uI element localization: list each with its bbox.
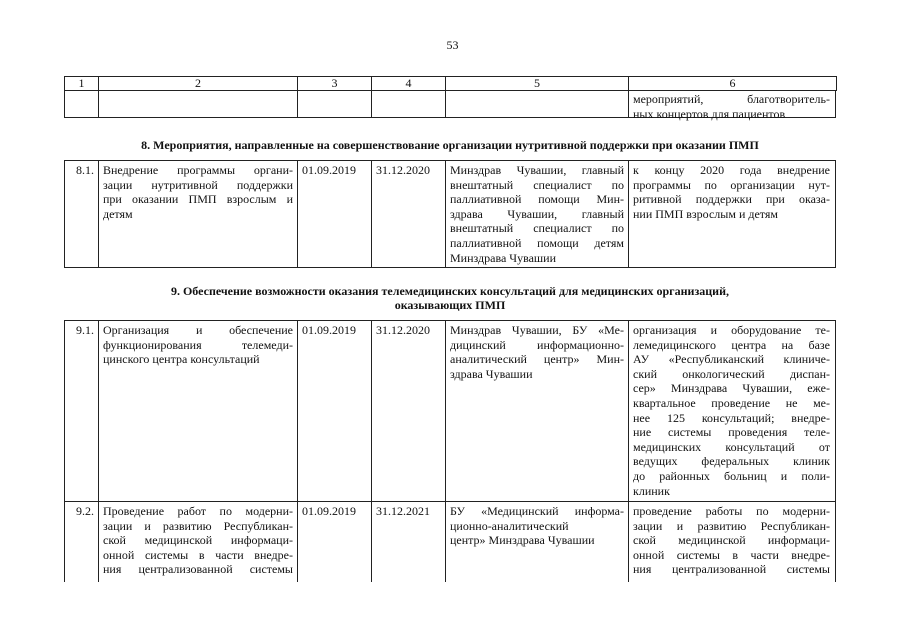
text-line: Минздрав Чувашии, главный [450, 163, 624, 177]
text-line: ской медицинской информаци- [633, 533, 830, 548]
text-line: внештатный специалист по [450, 221, 624, 236]
row-end-date: 31.12.2021 [376, 504, 430, 518]
column-number-2: 2 [99, 77, 298, 91]
row-start-date: 01.09.2019 [302, 504, 356, 518]
continuation-result [633, 92, 830, 121]
text-line: Минздрава Чувашии [450, 250, 557, 265]
grid-line [64, 320, 836, 321]
text-line: внештатный специалист по [450, 177, 624, 192]
text-line: зации и развитию Республикан- [633, 518, 830, 533]
grid-line [64, 267, 836, 268]
column-number-6: 6 [629, 77, 837, 91]
row-result [633, 323, 830, 498]
row-event [103, 323, 293, 367]
grid-line [297, 160, 298, 268]
grid-line [835, 91, 836, 118]
row-executor [450, 163, 624, 265]
text-line: при оказании ПМП взрослым и [103, 192, 293, 207]
grid-line [297, 320, 298, 582]
column-number-1: 1 [65, 77, 99, 91]
grid-line [371, 160, 372, 268]
text-line: функционирования телемеди- [103, 337, 293, 352]
text-line: центр» Минздрава Чувашии [450, 533, 595, 548]
text-line: проведение работы по модерни- [633, 504, 830, 518]
grid-line [835, 320, 836, 582]
row-executor [450, 323, 624, 381]
section-9-title [64, 284, 836, 312]
row-number: 9.2. [76, 504, 94, 518]
column-number-5: 5 [446, 77, 629, 91]
text-line: программы по организации нут- [633, 177, 830, 192]
row-number: 9.1. [76, 323, 94, 337]
text-line: онной системы в части внедре- [103, 547, 293, 562]
text-line: клиник [633, 483, 670, 498]
text-line: онной системы в части внедре- [633, 547, 830, 562]
text-line: Организация и обеспечение [103, 323, 293, 337]
text-line: ведущих федеральных клиник [633, 454, 830, 469]
column-number-header [64, 76, 837, 91]
grid-line [371, 91, 372, 118]
text-line: ской медицинской информаци- [103, 533, 293, 548]
grid-line [64, 160, 65, 268]
text-line: ние системы проведения теле- [633, 425, 830, 440]
text-line: ния централизованной системы [633, 562, 830, 577]
grid-line [628, 91, 629, 118]
text-line: организация и оборудование те- [633, 323, 830, 337]
row-result [633, 163, 830, 221]
grid-line [445, 320, 446, 582]
text-line: АУ «Республиканский клиниче- [633, 352, 830, 367]
text-line: ционно-аналитический [450, 518, 569, 533]
grid-line [445, 91, 446, 118]
text-line: нее 125 консультаций; внедре- [633, 410, 830, 425]
text-line: до районных больниц и поли- [633, 468, 830, 483]
text-line: мероприятий, благотворитель- [633, 92, 830, 106]
text-line: Проведение работ по модерни- [103, 504, 293, 518]
text-line: ритивной поддержки при оказа- [633, 192, 830, 207]
text-line: БУ «Медицинский информа- [450, 504, 624, 518]
grid-line [297, 91, 298, 118]
section-8-title: 8. Мероприятия, направленные на совершенствование организации нутритивной поддержки при оказании ПМП [141, 138, 759, 152]
page-number: 53 [446, 38, 459, 52]
row-event [103, 504, 293, 577]
text-line: ных концертов для пациентов [633, 106, 786, 121]
title-line: оказывающих ПМП [394, 298, 506, 312]
grid-line [64, 320, 65, 582]
text-line: дицинский информационно- [450, 337, 624, 352]
text-line: лемедицинского центра на базе [633, 337, 830, 352]
text-line: сер» Минздрава Чувашии, еже- [633, 381, 830, 396]
text-line: аналитический центр» Мин- [450, 352, 624, 367]
text-line: Внедрение программы органи- [103, 163, 293, 177]
text-line: здрава Чувашии [450, 366, 533, 381]
grid-line [835, 160, 836, 268]
grid-line [64, 501, 836, 502]
title-line: 9. Обеспечение возможности оказания телемедицинских консультаций для медицинских организаций, [170, 284, 730, 298]
text-line: зации нутритивной поддержки [103, 177, 293, 192]
row-end-date: 31.12.2020 [376, 163, 430, 177]
row-start-date: 01.09.2019 [302, 323, 356, 337]
column-number-3: 3 [298, 77, 372, 91]
row-result [633, 504, 830, 577]
grid-line [445, 160, 446, 268]
text-line: ский онкологический диспан- [633, 366, 830, 381]
text-line: паллиативной помощи детям [450, 235, 624, 250]
row-end-date: 31.12.2020 [376, 323, 430, 337]
grid-line [98, 160, 99, 268]
text-line: цинского центра консультаций [103, 352, 260, 367]
text-line: ния централизованной системы [103, 562, 293, 577]
text-line: детям [103, 206, 133, 221]
text-line: зации и развитию Республикан- [103, 518, 293, 533]
row-executor [450, 504, 624, 548]
grid-line [98, 320, 99, 582]
text-line: квартальное проведение не ме- [633, 395, 830, 410]
text-line: нии ПМП взрослым и детям [633, 206, 778, 221]
row-start-date: 01.09.2019 [302, 163, 356, 177]
grid-line [98, 91, 99, 118]
row-number: 8.1. [76, 163, 94, 177]
grid-line [628, 320, 629, 582]
grid-line [64, 91, 65, 118]
text-line: здрава Чувашии, главный [450, 206, 624, 221]
text-line: медицинских консультаций от [633, 439, 830, 454]
row-event [103, 163, 293, 221]
text-line: к концу 2020 года внедрение [633, 163, 830, 177]
column-number-4: 4 [372, 77, 446, 91]
grid-line [64, 160, 836, 161]
text-line: Минздрав Чувашии, БУ «Ме- [450, 323, 624, 337]
grid-line [628, 160, 629, 268]
grid-line [371, 320, 372, 582]
text-line: паллиативной помощи Мин- [450, 192, 624, 207]
